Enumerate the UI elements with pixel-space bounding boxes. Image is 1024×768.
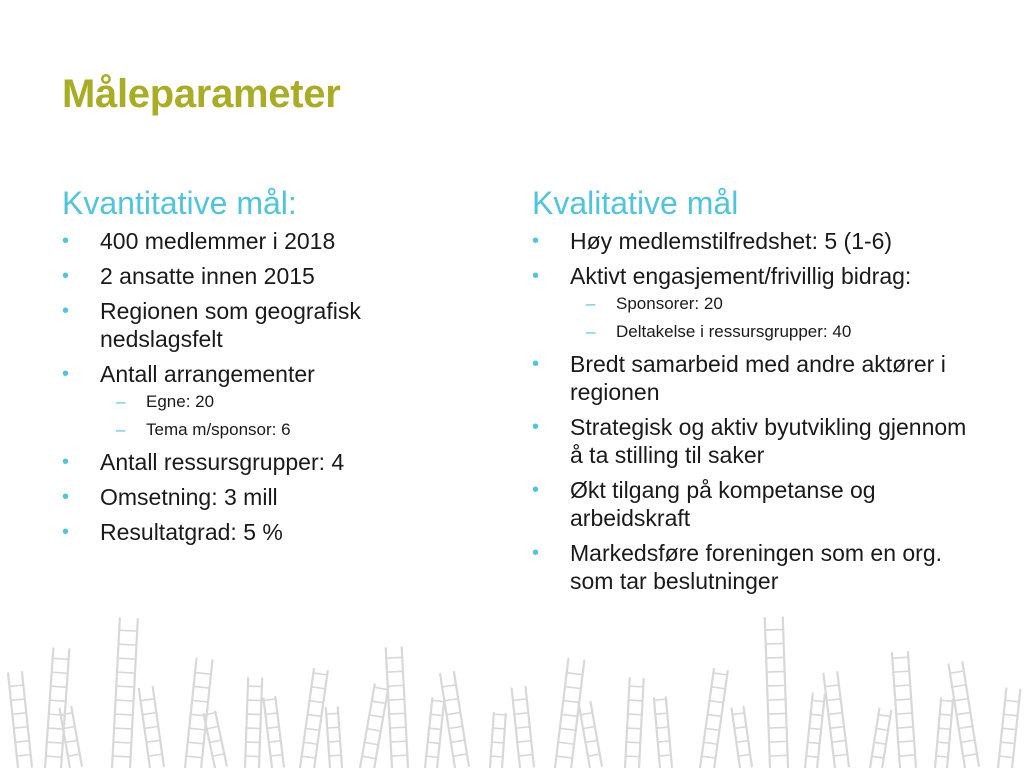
list-item-text: 2 ansatte innen 2015 xyxy=(100,263,315,289)
bullet-icon: • xyxy=(532,230,540,252)
qualitative-heading: Kvalitative mål xyxy=(532,185,739,221)
ladder-icon xyxy=(263,697,283,768)
list-item xyxy=(62,360,482,441)
ladder-icon xyxy=(892,652,916,768)
ladder-icon xyxy=(185,659,212,768)
bullet-icon: • xyxy=(62,451,70,473)
ladder-icon xyxy=(732,707,752,768)
ladder-icon xyxy=(579,702,602,768)
list-item-text: Antall ressursgrupper: 4 xyxy=(100,449,345,475)
bullet-icon: • xyxy=(62,363,70,385)
list-item xyxy=(532,476,972,532)
list-item-text: Aktivt engasjement/frivillig bidrag: xyxy=(570,263,912,289)
ladder-icon xyxy=(139,687,164,768)
sub-list-item xyxy=(100,391,482,413)
quantitative-column xyxy=(62,183,482,553)
ladder-icon xyxy=(935,698,953,768)
ladder-icon xyxy=(440,672,469,768)
bullet-icon: • xyxy=(532,416,540,438)
ladder-icon xyxy=(512,687,534,768)
ladder-icon xyxy=(425,698,444,768)
qualitative-list xyxy=(532,227,972,595)
sub-list-item-text: Egne: 20 xyxy=(146,392,215,411)
ladder-icon xyxy=(490,713,506,768)
list-item xyxy=(532,413,972,469)
ladder-icon xyxy=(765,617,788,768)
slide-title: Måleparameter xyxy=(62,72,341,116)
dash-icon: – xyxy=(116,392,126,411)
dash-icon: – xyxy=(586,294,596,313)
list-item xyxy=(62,297,482,353)
sub-list-item xyxy=(570,321,972,343)
list-item xyxy=(62,262,482,290)
list-item-text: Resultatgrad: 5 % xyxy=(100,519,283,545)
list-item-text: Økt tilgang på kompetanse og arbeidskraft xyxy=(570,477,876,531)
sub-list-item xyxy=(100,419,482,441)
ladder-icon xyxy=(8,672,32,768)
bullet-icon: • xyxy=(62,265,70,287)
ladder-icon xyxy=(326,707,342,768)
bullet-icon: • xyxy=(62,230,70,252)
bullet-icon: • xyxy=(62,300,70,322)
quantitative-heading: Kvantitative mål: xyxy=(62,185,297,221)
bullet-icon: • xyxy=(532,265,540,287)
list-item-text: Regionen som geografisk nedslagsfelt xyxy=(100,298,361,352)
sub-list-item xyxy=(570,293,972,315)
ladder-icon xyxy=(654,697,672,768)
ladder-icon xyxy=(386,647,408,768)
ladder-icon xyxy=(45,648,69,768)
list-item xyxy=(62,227,482,255)
ladder-icon xyxy=(700,669,728,768)
sub-list-item-text: Sponsorer: 20 xyxy=(616,294,723,313)
list-item xyxy=(532,539,972,595)
list-item xyxy=(62,483,482,511)
ladder-icon xyxy=(805,693,825,768)
ladder-icon xyxy=(112,618,138,768)
ladder-icon xyxy=(625,678,644,768)
list-item xyxy=(532,350,972,406)
dash-icon: – xyxy=(116,420,126,439)
list-item-text: Omsetning: 3 mill xyxy=(100,484,278,510)
ladder-icon xyxy=(245,678,262,768)
list-item xyxy=(62,448,482,476)
ladder-icon xyxy=(870,709,891,768)
sub-list xyxy=(100,391,482,441)
bullet-icon: • xyxy=(532,353,540,375)
list-item-text: Markedsføre foreningen som en org. som tar beslutninger xyxy=(570,540,943,594)
qualitative-column xyxy=(532,183,972,602)
ladder-icon xyxy=(998,688,1020,768)
bullet-icon: • xyxy=(62,521,70,543)
list-item xyxy=(62,518,482,546)
list-item-text: Bredt samarbeid med andre aktører i regionen xyxy=(570,351,946,405)
dash-icon: – xyxy=(586,322,596,341)
sub-list-item-text: Deltakelse i ressursgrupper: 40 xyxy=(616,322,852,341)
list-item xyxy=(532,227,972,255)
ladder-icon xyxy=(823,672,848,768)
list-item-text: 400 medlemmer i 2018 xyxy=(100,228,336,254)
ladder-icon xyxy=(949,662,979,768)
list-item-text: Strategisk og aktiv byutvikling gjennom å ta stilling til saker xyxy=(570,414,967,468)
bullet-icon: • xyxy=(532,479,540,501)
bullet-icon: • xyxy=(532,542,540,564)
sub-list xyxy=(570,293,972,343)
list-item-text: Antall arrangementer xyxy=(100,361,315,387)
ladders-illustration xyxy=(0,598,1024,768)
bullet-icon: • xyxy=(62,486,70,508)
ladder-icon xyxy=(360,684,389,768)
sub-list-item-text: Tema m/sponsor: 6 xyxy=(146,420,291,439)
ladder-icon xyxy=(300,669,328,768)
list-item xyxy=(532,262,972,343)
list-item-text: Høy medlemstilfredshet: 5 (1-6) xyxy=(570,228,893,254)
quantitative-list xyxy=(62,227,482,546)
